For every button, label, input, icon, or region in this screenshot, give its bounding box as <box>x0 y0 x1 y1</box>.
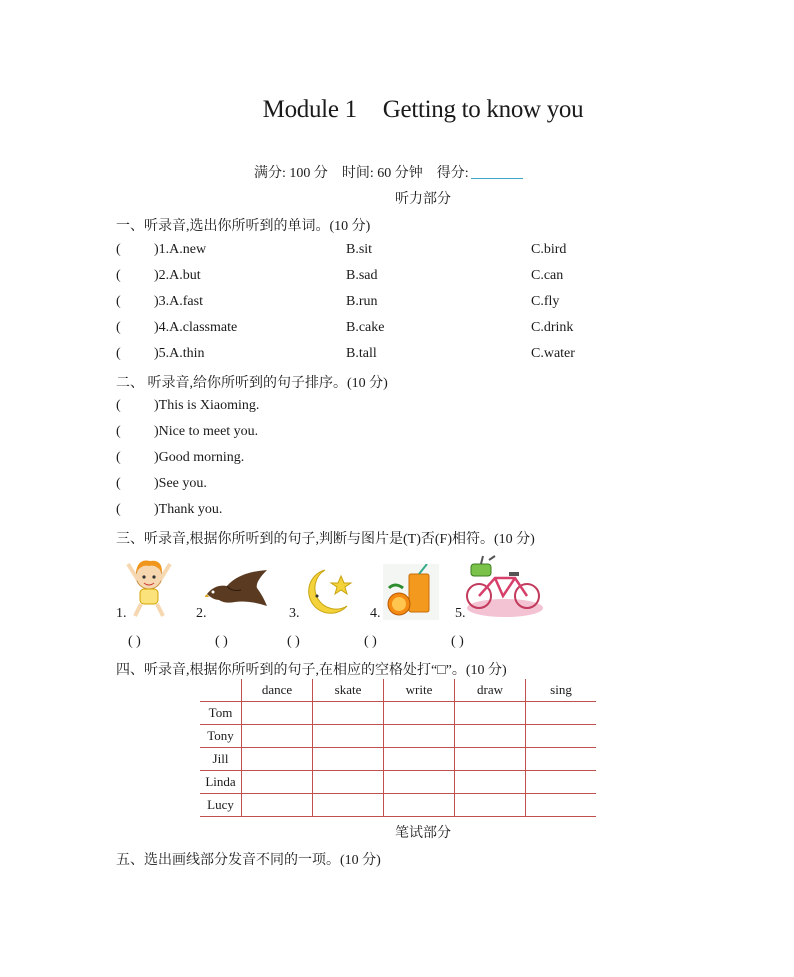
s1-item-2: ( )2.A.but <box>116 268 201 283</box>
check-cell[interactable] <box>313 794 384 817</box>
check-cell[interactable] <box>313 725 384 748</box>
section1-heading: 一、听录音,选出你所听到的单词。(10 分) <box>116 219 371 234</box>
s1-item-4: ( )4.A.classmate <box>116 320 238 335</box>
pic-number-2: 2. <box>196 606 207 621</box>
column-header: dance <box>242 679 313 702</box>
check-cell[interactable] <box>526 794 597 817</box>
s1-item-5-b: B.tall <box>346 346 377 361</box>
section2-heading: 二、 听录音,给你所听到的句子排序。(10 分) <box>116 376 388 391</box>
check-cell[interactable] <box>384 771 455 794</box>
check-cell[interactable] <box>526 725 597 748</box>
check-cell[interactable] <box>526 771 597 794</box>
pic-number-1: 1. <box>116 606 127 621</box>
section4-heading: 四、听录音,根据你所听到的句子,在相应的空格处打“□”。(10 分) <box>116 663 507 678</box>
s1-item-5-c: C.water <box>531 346 575 361</box>
check-cell[interactable] <box>242 771 313 794</box>
child-cheering-picture <box>124 556 174 618</box>
check-cell[interactable] <box>242 702 313 725</box>
judge-blank-2[interactable]: ( ) <box>215 634 228 649</box>
s1-item-4-c: C.drink <box>531 320 574 335</box>
column-header: sing <box>526 679 597 702</box>
score-meta <box>254 162 523 182</box>
s1-item-2-b: B.sad <box>346 268 378 283</box>
table-row <box>200 725 596 748</box>
check-cell[interactable] <box>526 748 597 771</box>
row-header: Tony <box>200 725 242 748</box>
s2-item-5: ( )Thank you. <box>116 502 223 517</box>
check-cell[interactable] <box>455 794 526 817</box>
pic-number-4: 4. <box>370 606 381 621</box>
section3-heading: 三、听录音,根据你所听到的句子,判断与图片是(T)否(F)相符。(10 分) <box>116 532 535 547</box>
s2-item-1: ( )This is Xiaoming. <box>116 398 260 413</box>
table-row <box>200 771 596 794</box>
check-cell[interactable] <box>526 702 597 725</box>
activity-table <box>200 679 596 817</box>
page-title <box>0 96 794 124</box>
s1-item-4-b: B.cake <box>346 320 385 335</box>
judge-blank-3[interactable]: ( ) <box>287 634 300 649</box>
time-limit: 时间: 60 分钟 <box>341 166 423 181</box>
s2-item-2: ( )Nice to meet you. <box>116 424 259 439</box>
table-header-row <box>200 679 596 702</box>
judge-blank-5[interactable]: ( ) <box>451 634 464 649</box>
row-header: Tom <box>200 702 242 725</box>
s1-item-5: ( )5.A.thin <box>116 346 205 361</box>
pic-number-3: 3. <box>289 606 300 621</box>
check-cell[interactable] <box>313 771 384 794</box>
check-cell[interactable] <box>384 748 455 771</box>
table-row <box>200 748 596 771</box>
column-header: write <box>384 679 455 702</box>
check-cell[interactable] <box>313 702 384 725</box>
check-cell[interactable] <box>455 771 526 794</box>
check-cell[interactable] <box>455 702 526 725</box>
s2-item-3: ( )Good morning. <box>116 450 245 465</box>
row-header: Jill <box>200 748 242 771</box>
table-row <box>200 702 596 725</box>
check-cell[interactable] <box>455 748 526 771</box>
table-row <box>200 794 596 817</box>
check-cell[interactable] <box>242 748 313 771</box>
bicycle-picture <box>465 554 545 618</box>
eagle-picture <box>205 566 269 610</box>
full-score: 满分: 100 分 <box>254 166 328 181</box>
row-header: Linda <box>200 771 242 794</box>
column-header: draw <box>455 679 526 702</box>
row-header: Lucy <box>200 794 242 817</box>
s1-item-3: ( )3.A.fast <box>116 294 203 309</box>
pic-number-5: 5. <box>455 606 466 621</box>
s1-item-1-b: B.sit <box>346 242 373 257</box>
listening-header: 听力部分 <box>395 192 451 207</box>
orange-juice-picture <box>383 564 439 620</box>
title-module: Module 1 <box>262 96 357 123</box>
moon-and-star-picture <box>301 568 353 620</box>
check-cell[interactable] <box>384 725 455 748</box>
score-blank[interactable] <box>471 164 523 179</box>
check-cell[interactable] <box>384 702 455 725</box>
check-cell[interactable] <box>242 794 313 817</box>
check-cell[interactable] <box>313 748 384 771</box>
title-topic: Getting to know you <box>382 96 584 123</box>
writing-header: 笔试部分 <box>395 826 451 841</box>
check-cell[interactable] <box>384 794 455 817</box>
s1-item-1: ( )1.A.new <box>116 242 207 257</box>
s1-item-3-c: C.fly <box>531 294 560 309</box>
s2-item-4: ( )See you. <box>116 476 207 491</box>
s1-item-2-c: C.can <box>531 268 564 283</box>
s1-item-3-b: B.run <box>346 294 378 309</box>
section5-heading: 五、选出画线部分发音不同的一项。(10 分) <box>116 853 381 868</box>
check-cell[interactable] <box>242 725 313 748</box>
column-header: skate <box>313 679 384 702</box>
score-label: 得分: <box>436 166 469 181</box>
judge-blank-4[interactable]: ( ) <box>364 634 377 649</box>
corner-cell <box>200 679 242 702</box>
check-cell[interactable] <box>455 725 526 748</box>
judge-blank-1[interactable]: ( ) <box>128 634 141 649</box>
s1-item-1-c: C.bird <box>531 242 567 257</box>
